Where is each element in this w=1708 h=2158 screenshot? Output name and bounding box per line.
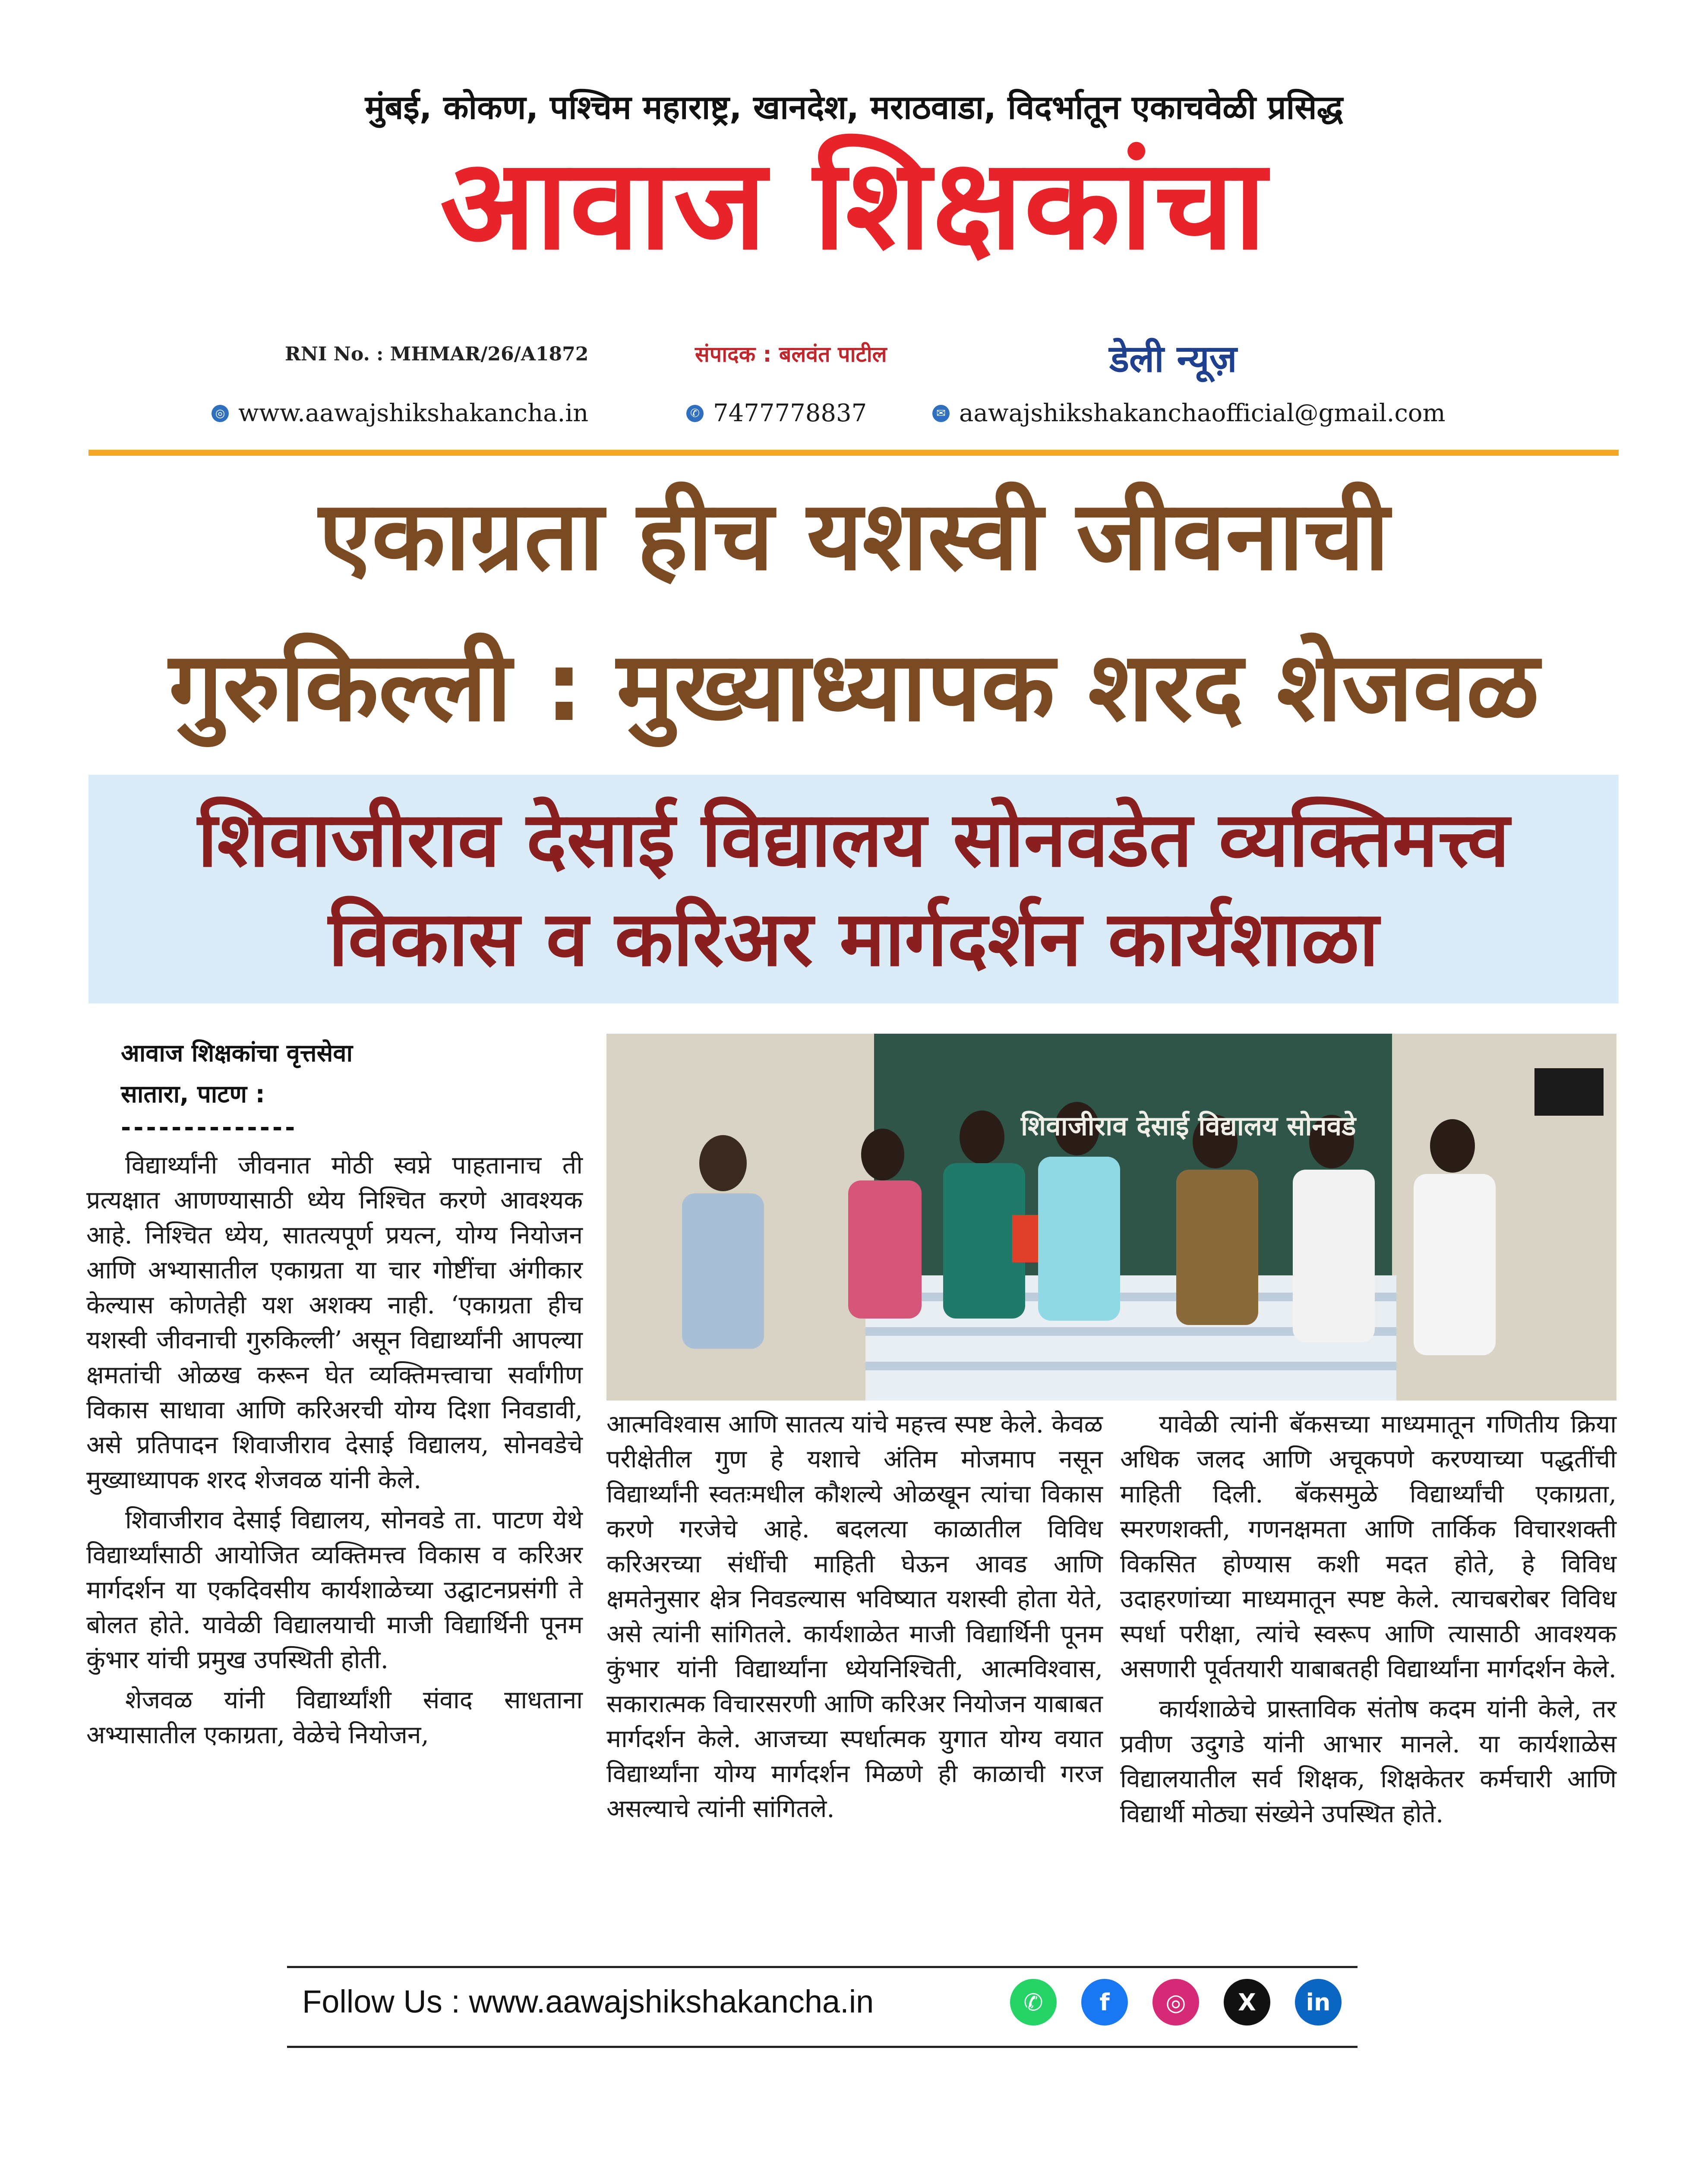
- email-icon: ✉: [932, 405, 950, 422]
- article-paragraph: यावेळी त्यांनी बॅकसच्या माध्यमातून गणितीय क्रिया अधिक जलद आणि अचूकपणे करण्याच्या पद्धतींची माहिती दिली. बॅकसमुळे विद्यार्थ्यांची एकाग्रता, स्मरणशक्ती, गणनक्षमता आणि तार्किक विचारशक्ती विकसित होण्यास कशी मदत होते, हे विविध उदाहरणांच्या माध्यमातून स्पष्ट केले. त्याचबरोबर विविध स्पर्धा परीक्षा, त्यांचे स्वरूप आणि त्यासाठी आवश्यक असणारी पूर्वतयारी याबाबतही विद्यार्थ्यांना मार्गदर्शन केले.: [1120, 1410, 1616, 1683]
- news-agency: आवाज शिक्षकांचा वृत्तसेवा: [121, 1039, 353, 1067]
- header-divider: [88, 450, 1619, 456]
- editor-name: संपादक : बलवंत पाटील: [695, 342, 887, 367]
- daily-news-label: डेली न्यूज़: [1109, 338, 1237, 381]
- instagram-icon[interactable]: ◎: [1152, 1979, 1199, 2025]
- email-contact[interactable]: [932, 399, 1446, 427]
- follow-us-text[interactable]: Follow Us : www.aawajshikshakancha.in: [302, 1984, 874, 2019]
- dateline-place: सातारा, पाटण :: [121, 1080, 265, 1108]
- article-paragraph: आत्मविश्वास आणि सातत्य यांचे महत्त्व स्पष्ट केले. केवळ परीक्षेतील गुण हे यशाचे अंतिम मोजमाप नसून विद्यार्थ्यांनी स्वतःमधील कौशल्ये ओळखून त्यांचा विकास करणे गरजेचे आहे. बदलत्या काळातील विविध करिअरच्या संधींची माहिती घेऊन आवड आणि क्षमतेनुसार क्षेत्र निवडल्यास भविष्यात यशस्वी होता येते, असे त्यांनी सांगितले. कार्यशाळेत माजी विद्यार्थिनी पूनम कुंभार यांनी विद्यार्थ्यांना ध्येयनिश्चिती, आत्मविश्वास, सकारात्मक विचारसरणी आणि करिअर नियोजन याबाबत मार्गदर्शन केले. आजच्या स्पर्धात्मक युगात योग्य वयात विद्यार्थ्यांना योग्य मार्गदर्शन मिळणे ही काळाची गरज असल्याचे त्यांनी सांगितले.: [606, 1410, 1103, 1823]
- footer-top-rule: [287, 1966, 1358, 1968]
- footer-bottom-rule: [287, 2046, 1358, 2048]
- email-text: aawajshikshakanchaofficial@gmail.com: [959, 399, 1446, 427]
- rni-number: RNI No. : MHMAR/26/A1872: [285, 343, 589, 365]
- event-photo-illustration: [606, 1034, 1616, 1401]
- x-icon[interactable]: X: [1224, 1979, 1270, 2025]
- headline-line-2: गुरुकिल्ली : मुख्याध्यापक शरद शेजवळ: [169, 631, 1539, 743]
- website-contact[interactable]: [212, 399, 588, 427]
- byline-divider: --------------: [121, 1114, 298, 1142]
- article-column-3: [1120, 1407, 1616, 1837]
- website-text: www.aawajshikshakancha.in: [238, 399, 589, 427]
- phone-text: 7477778837: [713, 399, 867, 427]
- phone-icon: ✆: [686, 405, 704, 422]
- subheadline-line-2: विकास व करिअर मार्गदर्शन कार्यशाळा: [328, 895, 1379, 983]
- article-paragraph: शिवाजीराव देसाई विद्यालय, सोनवडे ता. पाटण येथे विद्यार्थ्यांसाठी आयोजित व्यक्तिमत्त्व विकास व करिअर मार्गदर्शन या एकदिवसीय कार्यशाळेच्या उद्घाटनप्रसंगी ते बोलत होते. यावेळी विद्यालयाची माजी विद्यार्थिनी पूनम कुंभार यांची प्रमुख उपस्थिती होती.: [86, 1506, 583, 1674]
- blackboard-text: शिवाजीराव देसाई विद्यालय सोनवडे: [1021, 1110, 1356, 1142]
- subheadline-line-1: शिवाजीराव देसाई विद्यालय सोनवडेत व्यक्तिमत्त्व: [197, 795, 1510, 884]
- article-paragraph: विद्यार्थ्यांनी जीवनात मोठी स्वप्ने पाहतानाच ती प्रत्यक्षात आणण्यासाठी ध्येय निश्चित करणे आवश्यक आहे. निश्चित ध्येय, सातत्यपूर्ण प्रयत्न, योग्य नियोजन आणि अभ्यासातील एकाग्रता या चार गोष्टींचा अंगीकार केल्यास कोणतेही यश अशक्य नाही. ‘एकाग्रता हीच यशस्वी जीवनाची गुरुकिल्ली’ असून विद्यार्थ्यांनी आपल्या क्षमतांची ओळख करून घेत व्यक्तिमत्त्वाचा सर्वांगीण विकास साधावा आणि करिअरची योग्य दिशा निवडावी, असे प्रतिपादन शिवाजीराव देसाई विद्यालय, सोनवडेचे मुख्याध्यापक शरद शेजवळ यांनी केले.: [86, 1151, 583, 1494]
- tagline: मुंबई, कोकण, पश्चिम महाराष्ट्र, खानदेश, मराठवाडा, विदर्भातून एकाचवेळी प्रसिद्ध: [365, 88, 1343, 126]
- whatsapp-icon[interactable]: ✆: [1010, 1979, 1057, 2025]
- headline-line-1: एकाग्रता हीच यशस्वी जीवनाची: [319, 480, 1389, 592]
- article-paragraph: कार्यशाळेचे प्रास्ताविक संतोष कदम यांनी केले, तर प्रवीण उदुगडे यांनी आभार मानले. या कार्यशाळेस विद्यालयातील सर्व शिक्षक, शिक्षकेतर कर्मचारी आणि विद्यार्थी मोठ्या संख्येने उपस्थित होते.: [1120, 1695, 1616, 1828]
- article-column-1: [86, 1148, 583, 1758]
- linkedin-icon[interactable]: in: [1295, 1979, 1342, 2025]
- phone-contact[interactable]: [686, 399, 867, 427]
- facebook-icon[interactable]: f: [1081, 1979, 1128, 2025]
- article-column-2: [606, 1407, 1103, 1832]
- article-paragraph: शेजवळ यांनी विद्यार्थ्यांशी संवाद साधताना अभ्यासातील एकाग्रता, वेळेचे नियोजन,: [86, 1686, 583, 1749]
- globe-icon: ◎: [212, 405, 229, 422]
- masthead-title: आवाज शिक्षकांचा: [440, 132, 1268, 278]
- event-photo: [606, 1034, 1616, 1401]
